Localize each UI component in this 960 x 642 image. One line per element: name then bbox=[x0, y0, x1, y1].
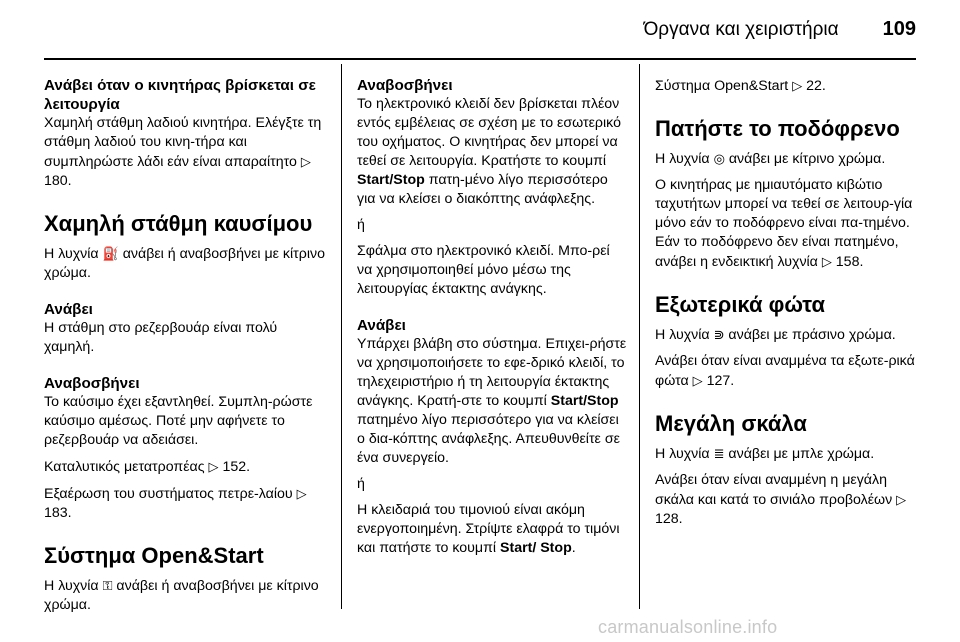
paragraph-exterior-detail: Ανάβει όταν είναι αναμμένα τα εξωτε-ρικά φώτα ▷ 127. bbox=[655, 353, 915, 389]
reference-arrow-icon: ▷ bbox=[896, 492, 907, 507]
heading-low-fuel: Χαμηλή στάθμη καυσίμου bbox=[44, 211, 313, 236]
header-title: Όργανα και χειριστήρια bbox=[643, 19, 839, 40]
heading-high-beam: Μεγάλη σκάλα bbox=[655, 411, 807, 436]
paragraph-vent: Εξαέρωση του συστήματος πετρε-λαίου ▷ 183. bbox=[44, 486, 307, 521]
sidelights-icon: ⋑ bbox=[713, 327, 725, 342]
start-stop-label: Start/ Stop bbox=[500, 540, 572, 556]
reference-arrow-icon: ▷ bbox=[821, 254, 832, 269]
heading-fuel-on: Ανάβει bbox=[44, 301, 93, 318]
paragraph-open-start: Η λυχνία ⚿ ανάβει ή αναβοσβήνει με κίτρινο χρώμα. bbox=[44, 578, 319, 613]
key-icon: ⚿ bbox=[102, 578, 113, 593]
reference-arrow-icon: ▷ bbox=[296, 486, 307, 501]
paragraph-fuel: Η λυχνία ⛽ ανάβει ή αναβοσβήνει με κίτρινο χρώμα. bbox=[44, 246, 325, 281]
paragraph-catalytic: Καταλυτικός μετατροπέας ▷ 152. bbox=[44, 459, 251, 475]
high-beam-icon: ≣ bbox=[713, 446, 725, 461]
page-header bbox=[644, 18, 916, 41]
or-text: ή bbox=[357, 217, 365, 233]
column-2 bbox=[357, 76, 627, 558]
heading-fuel-flash: Αναβοσβήνει bbox=[44, 375, 140, 392]
paragraph-flashes: Το ηλεκτρονικό κλειδί δεν βρίσκεται πλέον εντός εμβέλειας σε σχέση με το εσωτερικό του οχήματος. Ο κινητήρας δεν μπορεί να τεθεί σε λειτουργία. Κρατήστε το κουμπί Start/Stop πατη-μένο λίγο περισσότερο για να κλείσει ο διακόπτης ανάφλεξης. bbox=[357, 96, 621, 207]
column-divider bbox=[639, 64, 640, 609]
paragraph-high-beam: Η λυχνία ≣ ανάβει με μπλε χρώμα. bbox=[655, 446, 875, 462]
paragraph-brake: Η λυχνία ◎ ανάβει με κίτρινο χρώμα. bbox=[655, 151, 886, 167]
paragraph-fuel-on: Η στάθμη στο ρεζερβουάρ είναι πολύ χαμηλή. bbox=[44, 320, 278, 355]
heading-brake: Πατήστε το ποδόφρενο bbox=[655, 116, 900, 141]
paragraph-steering-lock: Η κλειδαριά του τιμονιού είναι ακόμη ενεργοποιημένη. Στρίψτε ελαφρά το τιμόνι και πατήστε το κουμπί Start/ Stop. bbox=[357, 502, 620, 556]
start-stop-label: Start/Stop bbox=[550, 393, 619, 409]
heading-on: Ανάβει bbox=[357, 317, 406, 334]
watermark: carmanualsonline.info bbox=[598, 617, 778, 637]
heading-oil-running: Ανάβει όταν ο κινητήρας βρίσκεται σε λειτουργία bbox=[44, 77, 316, 113]
fuel-pump-icon: ⛽ bbox=[102, 246, 119, 261]
paragraph-key-fault: Σφάλμα στο ηλεκτρονικό κλειδί. Μπο-ρεί να χρησιμοποιηθεί μόνο μέσω της λειτουργίας έκτακτης ανάγκης. bbox=[357, 243, 610, 297]
paragraph-exterior: Η λυχνία ⋑ ανάβει με πράσινο χρώμα. bbox=[655, 327, 896, 343]
column-1 bbox=[44, 76, 326, 615]
reference-arrow-icon: ▷ bbox=[208, 459, 219, 474]
brake-pedal-icon: ◎ bbox=[713, 151, 725, 166]
paragraph-high-beam-detail: Ανάβει όταν είναι αναμμένη η μεγάλη σκάλα και κατά το σινιάλο προβολέων ▷ 128. bbox=[655, 472, 907, 527]
paragraph-fuel-flash: Το καύσιμο έχει εξαντληθεί. Συμπλη-ρώστε καύσιμο αμέσως. Ποτέ μην αφήνετε το ρεζερβουάρ να αδειάσει. bbox=[44, 394, 313, 448]
column-3 bbox=[655, 76, 925, 529]
paragraph-brake-detail: Ο κινητήρας με ημιαυτόματο κιβώτιο ταχυτήτων μπορεί να τεθεί σε λειτουρ-γία μόνο εάν το ποδόφρενο είναι πα-τημένο. Εάν το ποδόφρενο δεν είναι πατημένο, ανάβει η ενδεικτική λυχνία ▷ 158. bbox=[655, 177, 913, 270]
heading-open-start: Σύστημα Open&Start bbox=[44, 543, 264, 568]
reference-arrow-icon: ▷ bbox=[692, 373, 703, 388]
header-rule bbox=[44, 58, 916, 60]
page-number: 109 bbox=[882, 18, 916, 40]
paragraph-system-fault: Υπάρχει βλάβη στο σύστημα. Επιχει-ρήστε να χρησιμοποιήσετε το εφε-δρικό κλειδί, το τηλεχειριστήριο ή τη λειτουργία έκτακτης ανάγκης. Κρατή-στε το κουμπί Start/Stop πατημένο λίγο περισσότερο για να κλείσει ο δια-κόπτης ανάφλεξης. Απευθυνθείτε σε ένα συνεργείο. bbox=[357, 336, 627, 466]
heading-flashes: Αναβοσβήνει bbox=[357, 77, 453, 94]
start-stop-label: Start/Stop bbox=[357, 172, 425, 188]
paragraph-oil: Χαμηλή στάθμη λαδιού κινητήρα. Ελέγξτε τη στάθμη λαδιού του κινη-τήρα και συμπληρώστε λάδι εάν είναι απαραίτητο ▷ 180. bbox=[44, 115, 322, 189]
reference-arrow-icon: ▷ bbox=[300, 154, 311, 169]
paragraph-open-start-ref: Σύστημα Open&Start ▷ 22. bbox=[655, 78, 826, 94]
reference-arrow-icon: ▷ bbox=[792, 78, 803, 93]
heading-exterior-lights: Εξωτερικά φώτα bbox=[655, 292, 826, 317]
column-divider bbox=[341, 64, 342, 609]
or-text: ή bbox=[357, 476, 365, 492]
